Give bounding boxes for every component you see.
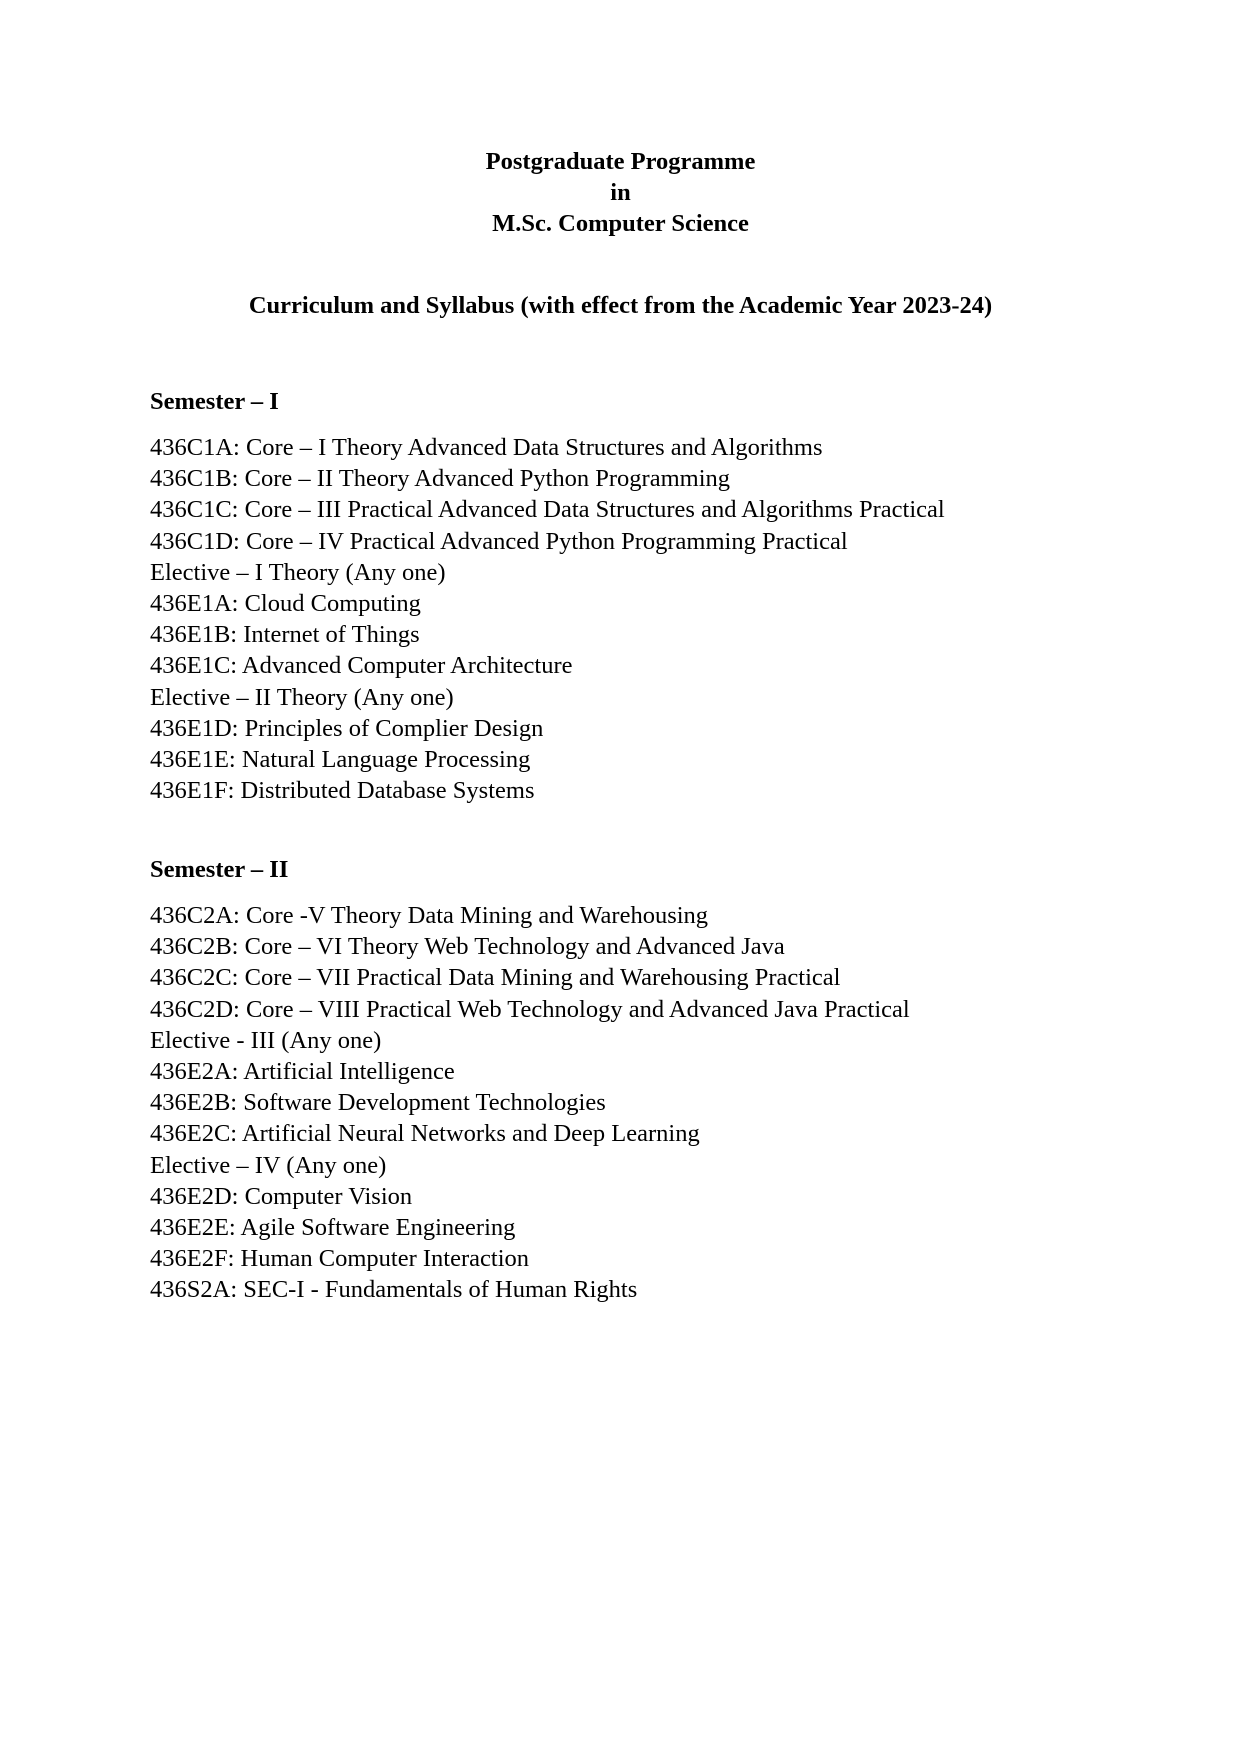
- elective-group-label: Elective – IV (Any one): [150, 1151, 387, 1179]
- document-title: [0, 146, 1241, 239]
- course-item: 436E1E: Natural Language Processing: [150, 745, 531, 773]
- course-item: 436C1A: Core – I Theory Advanced Data Structures and Algorithms: [150, 434, 823, 461]
- course-item: 436E2D: Computer Vision: [150, 1182, 413, 1210]
- course-item: 436E1B: Internet of Things: [150, 621, 420, 649]
- course-item: 436E1F: Distributed Database Systems: [150, 777, 535, 805]
- course-item: 436E2E: Agile Software Engineering: [150, 1213, 516, 1241]
- semester-heading: Semester – I: [150, 388, 279, 415]
- course-item: 436S2A: SEC-I - Fundamentals of Human Rights: [150, 1276, 638, 1304]
- course-item: 436C1B: Core – II Theory Advanced Python Programming: [150, 465, 730, 493]
- semester-heading: Semester – II: [150, 856, 289, 883]
- course-item: 436C1C: Core – III Practical Advanced Data Structures and Algorithms Practical: [150, 496, 945, 524]
- course-item: 436E1D: Principles of Complier Design: [150, 714, 544, 742]
- document-subtitle: Curriculum and Syllabus (with effect from the Academic Year 2023-24): [248, 292, 993, 319]
- course-list: [150, 900, 1150, 1305]
- elective-group-label: Elective – II Theory (Any one): [150, 683, 454, 711]
- title-line-programme: Postgraduate Programme: [485, 148, 756, 175]
- semester-2-section: [150, 854, 1150, 1305]
- title-line-degree: M.Sc. Computer Science: [492, 210, 749, 237]
- course-item: 436C2D: Core – VIII Practical Web Technology and Advanced Java Practical: [150, 995, 910, 1023]
- elective-group-label: Elective - III (Any one): [150, 1026, 382, 1054]
- course-item: 436E2A: Artificial Intelligence: [150, 1057, 455, 1085]
- course-item: 436E2B: Software Development Technologies: [150, 1089, 606, 1117]
- course-item: 436C2B: Core – VI Theory Web Technology and Advanced Java: [150, 933, 785, 961]
- elective-group-label: Elective – I Theory (Any one): [150, 558, 446, 586]
- course-item: 436E1A: Cloud Computing: [150, 589, 421, 617]
- course-item: 436E2C: Artificial Neural Networks and Deep Learning: [150, 1120, 700, 1148]
- course-item: 436C2C: Core – VII Practical Data Mining and Warehousing Practical: [150, 964, 841, 992]
- course-list: [150, 432, 1150, 806]
- course-item: 436E1C: Advanced Computer Architecture: [150, 652, 573, 680]
- course-item: 436C2A: Core -V Theory Data Mining and Warehousing: [150, 902, 709, 929]
- course-item: 436C1D: Core – IV Practical Advanced Python Programming Practical: [150, 527, 848, 555]
- course-item: 436E2F: Human Computer Interaction: [150, 1245, 529, 1273]
- title-line-in: in: [610, 179, 631, 206]
- semester-1-section: [150, 386, 1150, 806]
